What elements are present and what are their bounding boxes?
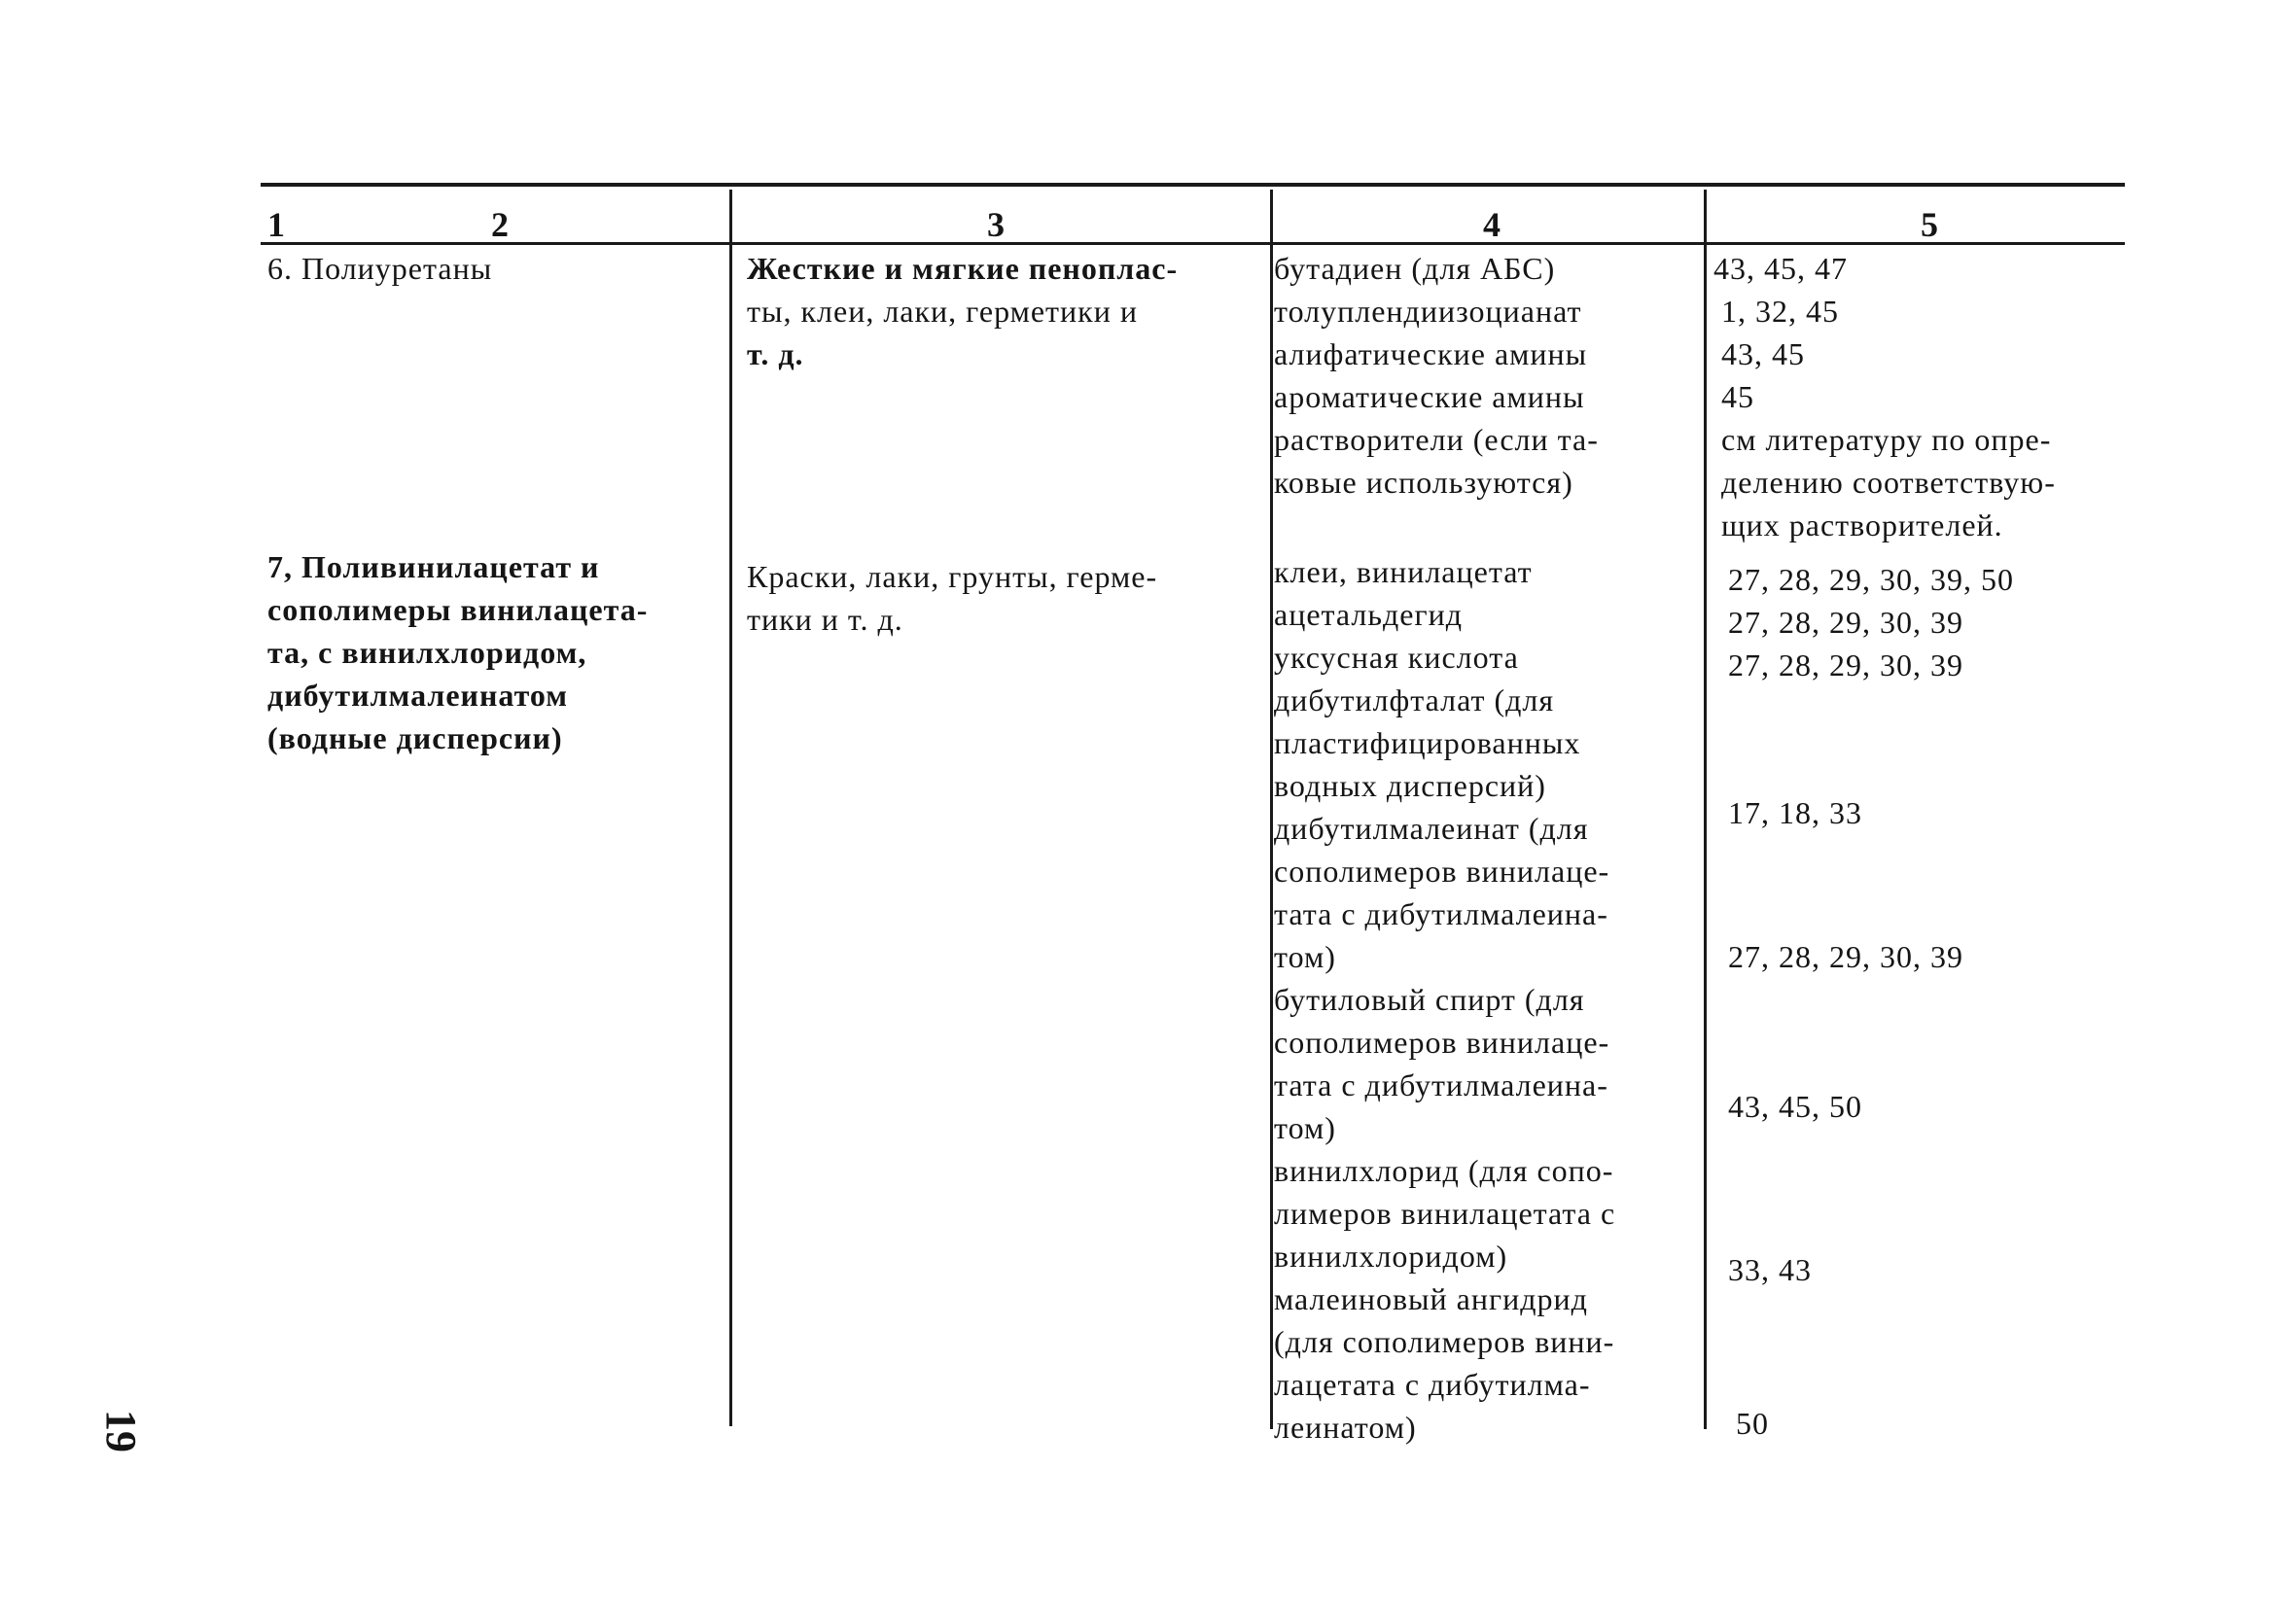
row7-substance: (для сополимеров вини- (1274, 1324, 1615, 1359)
row7-substance: водных дисперсий) (1274, 768, 1546, 803)
row7-material: дибутилмалеинатом (267, 678, 569, 713)
row7-substance: сополимеров винилаце- (1274, 1025, 1610, 1060)
row7-material: сополимеры винилацета- (267, 592, 649, 627)
row6-reference: 43, 45, 47 (1713, 251, 1848, 286)
row7-material: та, с винилхлоридом, (267, 635, 587, 670)
column-header-1: 1 (267, 205, 285, 244)
row7-substance: дибутилфталат (для (1274, 682, 1555, 717)
row7-material: (водные дисперсии) (267, 720, 563, 755)
row7-substance: малеиновый ангидрид (1274, 1281, 1588, 1316)
row6-reference: делению соответствую- (1721, 465, 2056, 500)
row7-reference: 27, 28, 29, 30, 39 (1728, 605, 1963, 640)
row7-reference: 43, 45, 50 (1728, 1089, 1862, 1124)
row6-substance: толуплендиизоцианат (1274, 294, 1582, 329)
row6-substance: растворители (если та- (1274, 422, 1599, 457)
row6-substance: ковые используются) (1274, 465, 1573, 500)
row7-reference: 27, 28, 29, 30, 39, 50 (1728, 562, 2014, 597)
row7-substance: леинатом) (1274, 1410, 1417, 1445)
row6-material: 6. Полиуретаны (267, 251, 493, 286)
row7-substance: клеи, винилацетат (1274, 554, 1533, 589)
row7-substance: ацетальдегид (1274, 597, 1463, 632)
page-number: 19 (97, 1410, 145, 1452)
row6-reference: см литературу по опре- (1721, 422, 2052, 457)
row7-substance: том) (1274, 1110, 1336, 1145)
row7-substance: тата с дибутилмалеина- (1274, 896, 1608, 931)
row7-reference: 17, 18, 33 (1728, 795, 1862, 830)
row6-substance: бутадиен (для АБС) (1274, 251, 1556, 286)
row7-material: 7, Поливинилацетат и (267, 549, 600, 584)
row6-substance: ароматические амины (1274, 379, 1585, 414)
column-header-4: 4 (1483, 205, 1501, 244)
row7-substance: дибутилмалеинат (для (1274, 811, 1589, 846)
row6-reference: 43, 45 (1721, 336, 1805, 371)
column-header-2: 2 (491, 205, 509, 244)
row7-substance: тата с дибутилмалеина- (1274, 1067, 1608, 1102)
row7-substance: бутиловый спирт (для (1274, 982, 1585, 1017)
column-divider-2 (1270, 190, 1273, 1429)
row7-substance: винилхлоридом) (1274, 1239, 1508, 1274)
row7-reference: 27, 28, 29, 30, 39 (1728, 647, 1963, 682)
row7-application: тики и т. д. (747, 602, 903, 637)
column-divider-3 (1704, 190, 1707, 1429)
row6-substance: алифатические амины (1274, 336, 1588, 371)
row6-reference: 45 (1721, 379, 1754, 414)
row7-substance: том) (1274, 939, 1336, 974)
column-header-5: 5 (1921, 205, 1938, 244)
row7-substance: лацетата с дибутилма- (1274, 1367, 1591, 1402)
row7-substance: сополимеров винилаце- (1274, 854, 1610, 889)
row7-substance: пластифицированных (1274, 725, 1581, 760)
row6-reference: щих растворителей. (1721, 507, 2003, 542)
row7-reference: 33, 43 (1728, 1252, 1812, 1287)
row7-substance: уксусная кислота (1274, 640, 1519, 675)
row7-reference: 27, 28, 29, 30, 39 (1728, 939, 1963, 974)
table-top-rule (261, 183, 2125, 187)
column-divider-1 (729, 190, 732, 1426)
row7-application: Краски, лаки, грунты, герме- (747, 559, 1158, 594)
row6-application: т. д. (747, 336, 804, 371)
column-header-3: 3 (987, 205, 1005, 244)
row7-substance: винилхлорид (для сопо- (1274, 1153, 1614, 1188)
table-header-rule (261, 242, 2125, 245)
row6-application: Жесткие и мягкие пеноплас- (747, 251, 1179, 286)
row7-substance: лимеров винилацетата с (1274, 1196, 1616, 1231)
row6-reference: 1, 32, 45 (1721, 294, 1839, 329)
row7-reference: 50 (1736, 1406, 1769, 1441)
row6-application: ты, клеи, лаки, герметики и (747, 294, 1138, 329)
